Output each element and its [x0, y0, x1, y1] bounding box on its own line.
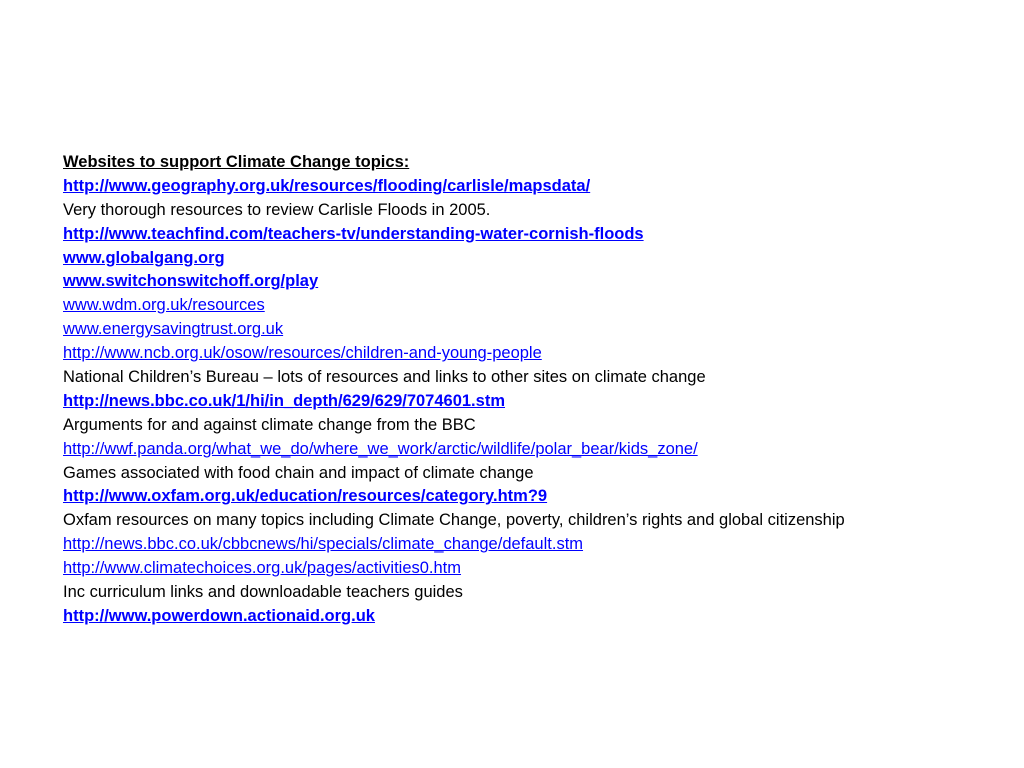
slide-content [63, 151, 1003, 629]
resource-link[interactable]: www.switchonswitchoff.org/play [63, 272, 319, 291]
resource-description: Very thorough resources to review Carlisle Floods in 2005. [63, 200, 491, 219]
resource-link[interactable]: www.wdm.org.uk/resources [63, 296, 265, 315]
resource-link[interactable]: http://wwf.panda.org/what_we_do/where_we_work/arctic/wildlife/polar_bear/kids_zone/ [63, 439, 698, 458]
resource-link[interactable]: http://www.oxfam.org.uk/education/resources/category.htm?9 [63, 487, 548, 506]
resource-link[interactable]: www.globalgang.org [63, 248, 225, 267]
resource-link[interactable]: http://www.teachfind.com/teachers-tv/understanding-water-cornish-floods [63, 224, 644, 243]
resource-description: Arguments for and against climate change from the BBC [63, 415, 476, 434]
slide-heading: Websites to support Climate Change topics: [63, 153, 410, 171]
resource-description: Games associated with food chain and impact of climate change [63, 463, 534, 482]
resource-link[interactable]: www.energysavingtrust.org.uk [63, 320, 284, 339]
resource-link[interactable]: http://news.bbc.co.uk/1/hi/in_depth/629/629/7074601.stm [63, 391, 505, 410]
resource-list [63, 175, 1003, 629]
resource-description: National Children’s Bureau – lots of resources and links to other sites on climate change [63, 368, 706, 387]
resource-link[interactable]: http://www.geography.org.uk/resources/flooding/carlisle/mapsdata/ [63, 176, 591, 195]
resource-link[interactable]: http://news.bbc.co.uk/cbbcnews/hi/specials/climate_change/default.stm [63, 535, 584, 554]
resource-link[interactable]: http://www.ncb.org.uk/osow/resources/children-and-young-people [63, 344, 542, 363]
resource-link[interactable]: http://www.climatechoices.org.uk/pages/activities0.htm [63, 559, 462, 578]
resource-link[interactable]: http://www.powerdown.actionaid.org.uk [63, 606, 375, 625]
resource-description: Oxfam resources on many topics including Climate Change, poverty, children’s rights and global citizenship [63, 511, 845, 530]
resource-description: Inc curriculum links and downloadable teachers guides [63, 583, 463, 602]
